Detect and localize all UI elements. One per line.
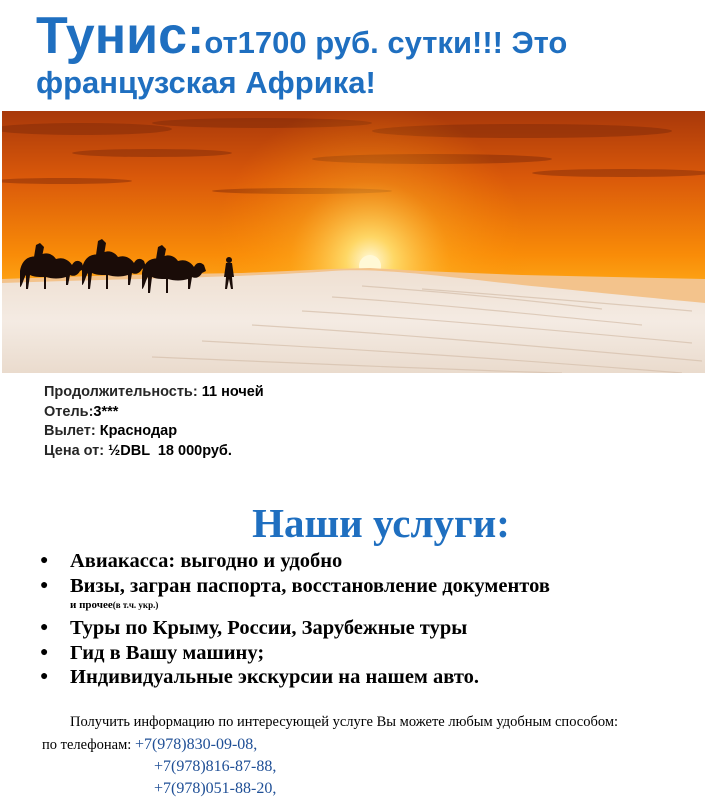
bullet-icon: ● (40, 641, 48, 666)
list-item (26, 641, 550, 666)
departure-label: Вылет: (44, 423, 96, 439)
visa-note (70, 598, 550, 612)
bullet-icon: ● (40, 665, 48, 690)
visa-note-small: (в т.ч. укр.) (113, 600, 159, 610)
bullet-icon: ● (40, 574, 48, 599)
departure-row (44, 422, 264, 442)
hotel-label: Отель: (44, 404, 93, 420)
desert-sunset-image (2, 111, 705, 373)
phones-label: по телефонам: (42, 737, 135, 753)
duration-value: 11 ночей (198, 384, 264, 400)
departure-value: Краснодар (96, 423, 177, 439)
service-tours: Туры по Крыму, России, Зарубежные туры (70, 617, 467, 639)
services-list (26, 549, 550, 690)
phone-link-2[interactable]: +7(978)816-87-88, (42, 756, 590, 778)
title-country: Тунис: (36, 7, 204, 65)
price-label: Цена от: (44, 443, 104, 459)
list-item (26, 665, 550, 690)
list-item (26, 574, 550, 613)
list-item (26, 616, 550, 641)
tour-info (44, 383, 264, 461)
price-value: ½DBL 18 000руб. (104, 443, 232, 459)
bullet-icon: ● (40, 616, 48, 641)
duration-row (44, 383, 264, 403)
title-subtitle: французская Африка! (36, 66, 706, 99)
contact-intro: Получить информацию по интересующей услуге Вы можете любым удобным способом: (70, 712, 618, 734)
title-price: от1700 руб. сутки!!! Это (204, 25, 567, 60)
service-visas: Визы, загран паспорта, восстановление документов (70, 575, 550, 597)
hotel-row (44, 403, 264, 423)
bullet-icon: ● (40, 549, 48, 574)
hotel-value: 3*** (93, 404, 118, 420)
contact-info (70, 712, 618, 799)
services-heading: Наши услуги: (0, 499, 720, 547)
service-guide: Гид в Вашу машину; (70, 642, 264, 664)
service-excursions: Индивидуальные экскурсии на нашем авто. (70, 666, 479, 688)
visa-note-text: и прочее (70, 599, 113, 611)
duration-label: Продолжительность: (44, 384, 198, 400)
price-row (44, 442, 264, 462)
service-airtickets: Авиакасса: выгодно и удобно (70, 550, 342, 572)
list-item (26, 549, 550, 574)
phone-link-3[interactable]: +7(978)051-88-20, (42, 778, 590, 799)
phone-link-1[interactable]: +7(978)830-09-08, (135, 736, 257, 753)
phones-row (42, 734, 590, 757)
page-title (36, 8, 706, 100)
